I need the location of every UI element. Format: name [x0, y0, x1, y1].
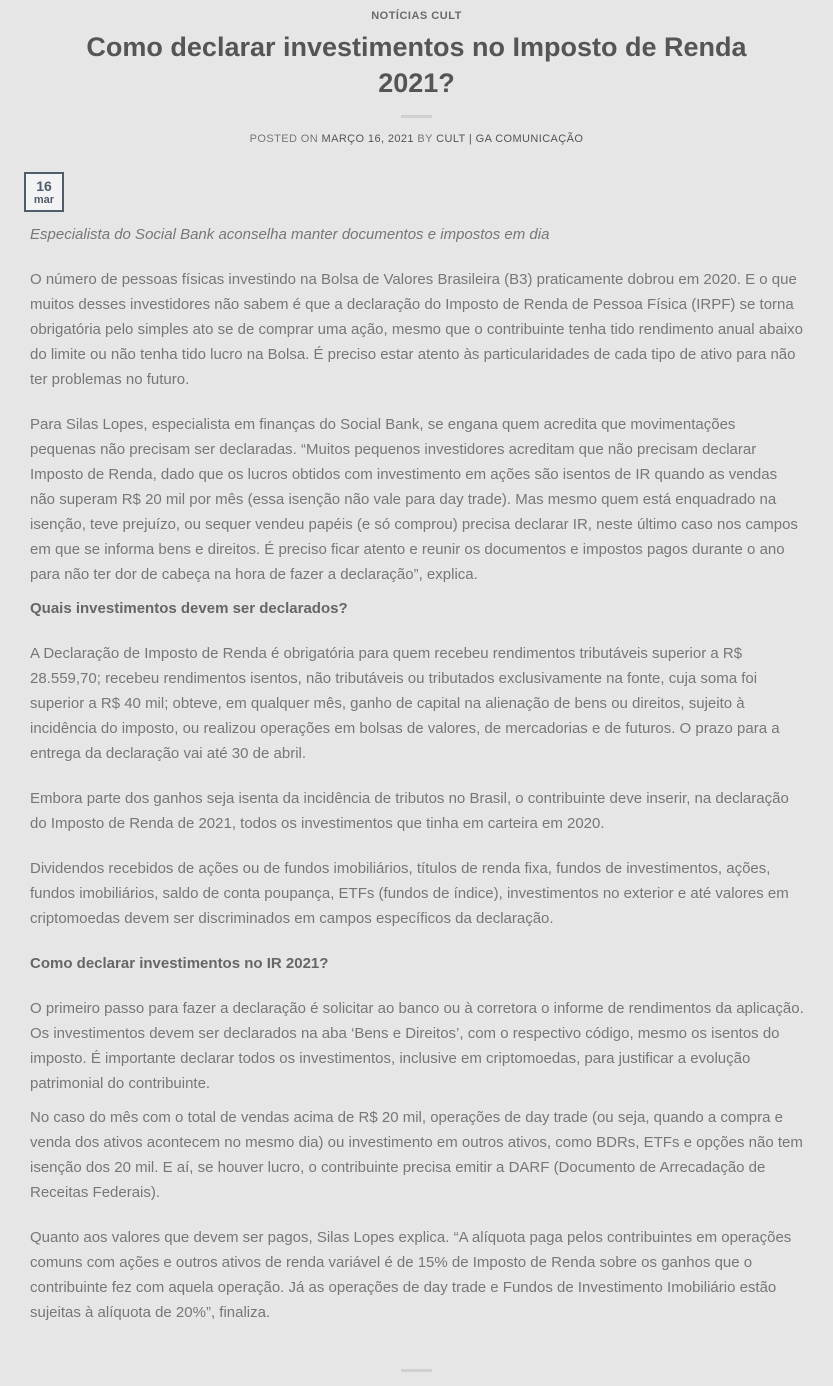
date-badge-day: 16 [36, 178, 52, 194]
page-title: Como declarar investimentos no Imposto de Renda 2021? [86, 32, 747, 98]
article-body [30, 222, 805, 1345]
article-paragraph: A Declaração de Imposto de Renda é obrigatória para quem recebeu rendimentos tributáveis superior a R$ 28.559,70; recebeu rendimentos isentos, não tributáveis ou tributados exclusivamente na fonte, cuja soma foi superior a R$ 40 mil; obteve, em qualquer mês, ganho de capital na alienação de bens ou direitos, sujeito à incidência do imposto, ou realizou operações em bolsas de valores, de mercadorias e de futuros. O prazo para a entrega da declaração vai até 30 de abril. [30, 645, 780, 762]
post-meta [0, 133, 833, 145]
section-heading: Quais investimentos devem ser declarados? [30, 600, 348, 617]
date-badge [24, 172, 64, 212]
section-heading: Como declarar investimentos no IR 2021? [30, 955, 329, 972]
by-label: BY [417, 133, 433, 145]
article-paragraph: O número de pessoas físicas investindo na Bolsa de Valores Brasileira (B3) praticamente dobrou em 2020. E o que muitos desses investidores não sabem é que a declaração do Imposto de Renda de Pessoa Física (IRPF) se torna obrigatória pelo simples ato se de comprar uma ação, mesmo que o contribuinte tenha tido rendimento anual abaixo do limite ou não tenha tido lucro na Bolsa. É preciso estar atento às particularidades de cada tipo de ativo para não ter problemas no futuro. [30, 271, 803, 388]
title-divider [401, 115, 432, 118]
article-paragraph: No caso do mês com o total de vendas acima de R$ 20 mil, operações de day trade (ou seja, quando a compra e venda dos ativos acontecem no mesmo dia) ou investimento em outros ativos, como BDRs, ETFs e opções não tem isenção dos 20 mil. E aí, se houver lucro, o contribuinte precisa emitir a DARF (Documento de Arrecadação de Receitas Federais). [30, 1109, 803, 1201]
article-paragraph: Dividendos recebidos de ações ou de fundos imobiliários, títulos de renda fixa, fundos de investimentos, ações, fundos imobiliários, saldo de conta poupança, ETFs (fundos de índice), investimentos no exterior e até valores em criptomoedas devem ser discriminados em campos específicos da declaração. [30, 860, 789, 927]
author-link[interactable]: CULT | GA COMUNICAÇÃO [436, 133, 584, 145]
article-paragraph: O primeiro passo para fazer a declaração é solicitar ao banco ou à corretora o informe de rendimentos da aplicação. Os investimentos devem ser declarados na aba ‘Bens e Direitos’, com o respectivo código, mesmo os isentos do imposto. É importante declarar todos os investimentos, inclusive em criptomoedas, para justificar a evolução patrimonial do contribuinte. [30, 1000, 804, 1092]
article-lead: Especialista do Social Bank aconselha manter documentos e impostos em dia [30, 226, 550, 243]
posted-on-label: POSTED ON [249, 133, 319, 145]
article-paragraph: Quanto aos valores que devem ser pagos, Silas Lopes explica. “A alíquota paga pelos contribuintes em operações comuns com ações e outros ativos de renda variável é de 15% de Imposto de Renda sobre os ganhos que o contribuinte fez com aquela operação. Já as operações de day trade e Fundos de Investimento Imobiliário estão sujeitas à alíquota de 20%”, finaliza. [30, 1229, 792, 1321]
post-date-link[interactable]: MARÇO 16, 2021 [321, 133, 414, 145]
date-badge-month: mar [33, 194, 55, 206]
article-paragraph: Para Silas Lopes, especialista em finanças do Social Bank, se engana quem acredita que movimentações pequenas não precisam ser declaradas. “Muitos pequenos investidores acreditam que não precisam declarar Imposto de Renda, dado que os lucros obtidos com investimento em ações são isentos de IR quando as vendas não superam R$ 20 mil por mês (essa isenção não vale para day trade). Mas mesmo quem está enquadrado na isenção, teve prejuízo, ou sequer vendeu papéis (e só comprou) precisa declarar IR, neste último caso nos campos em que se informa bens e direitos. É preciso ficar atento e reunir os documentos e impostos pagos durante o ano para não ter dor de cabeça na hora de fazer a declaração”, explica. [30, 416, 798, 583]
category-link[interactable]: NOTÍCIAS CULT [371, 10, 462, 22]
bottom-divider [401, 1369, 432, 1372]
article-paragraph: Embora parte dos ganhos seja isenta da incidência de tributos no Brasil, o contribuinte deve inserir, na declaração do Imposto de Renda de 2021, todos os investimentos que tinha em carteira em 2020. [30, 790, 789, 832]
